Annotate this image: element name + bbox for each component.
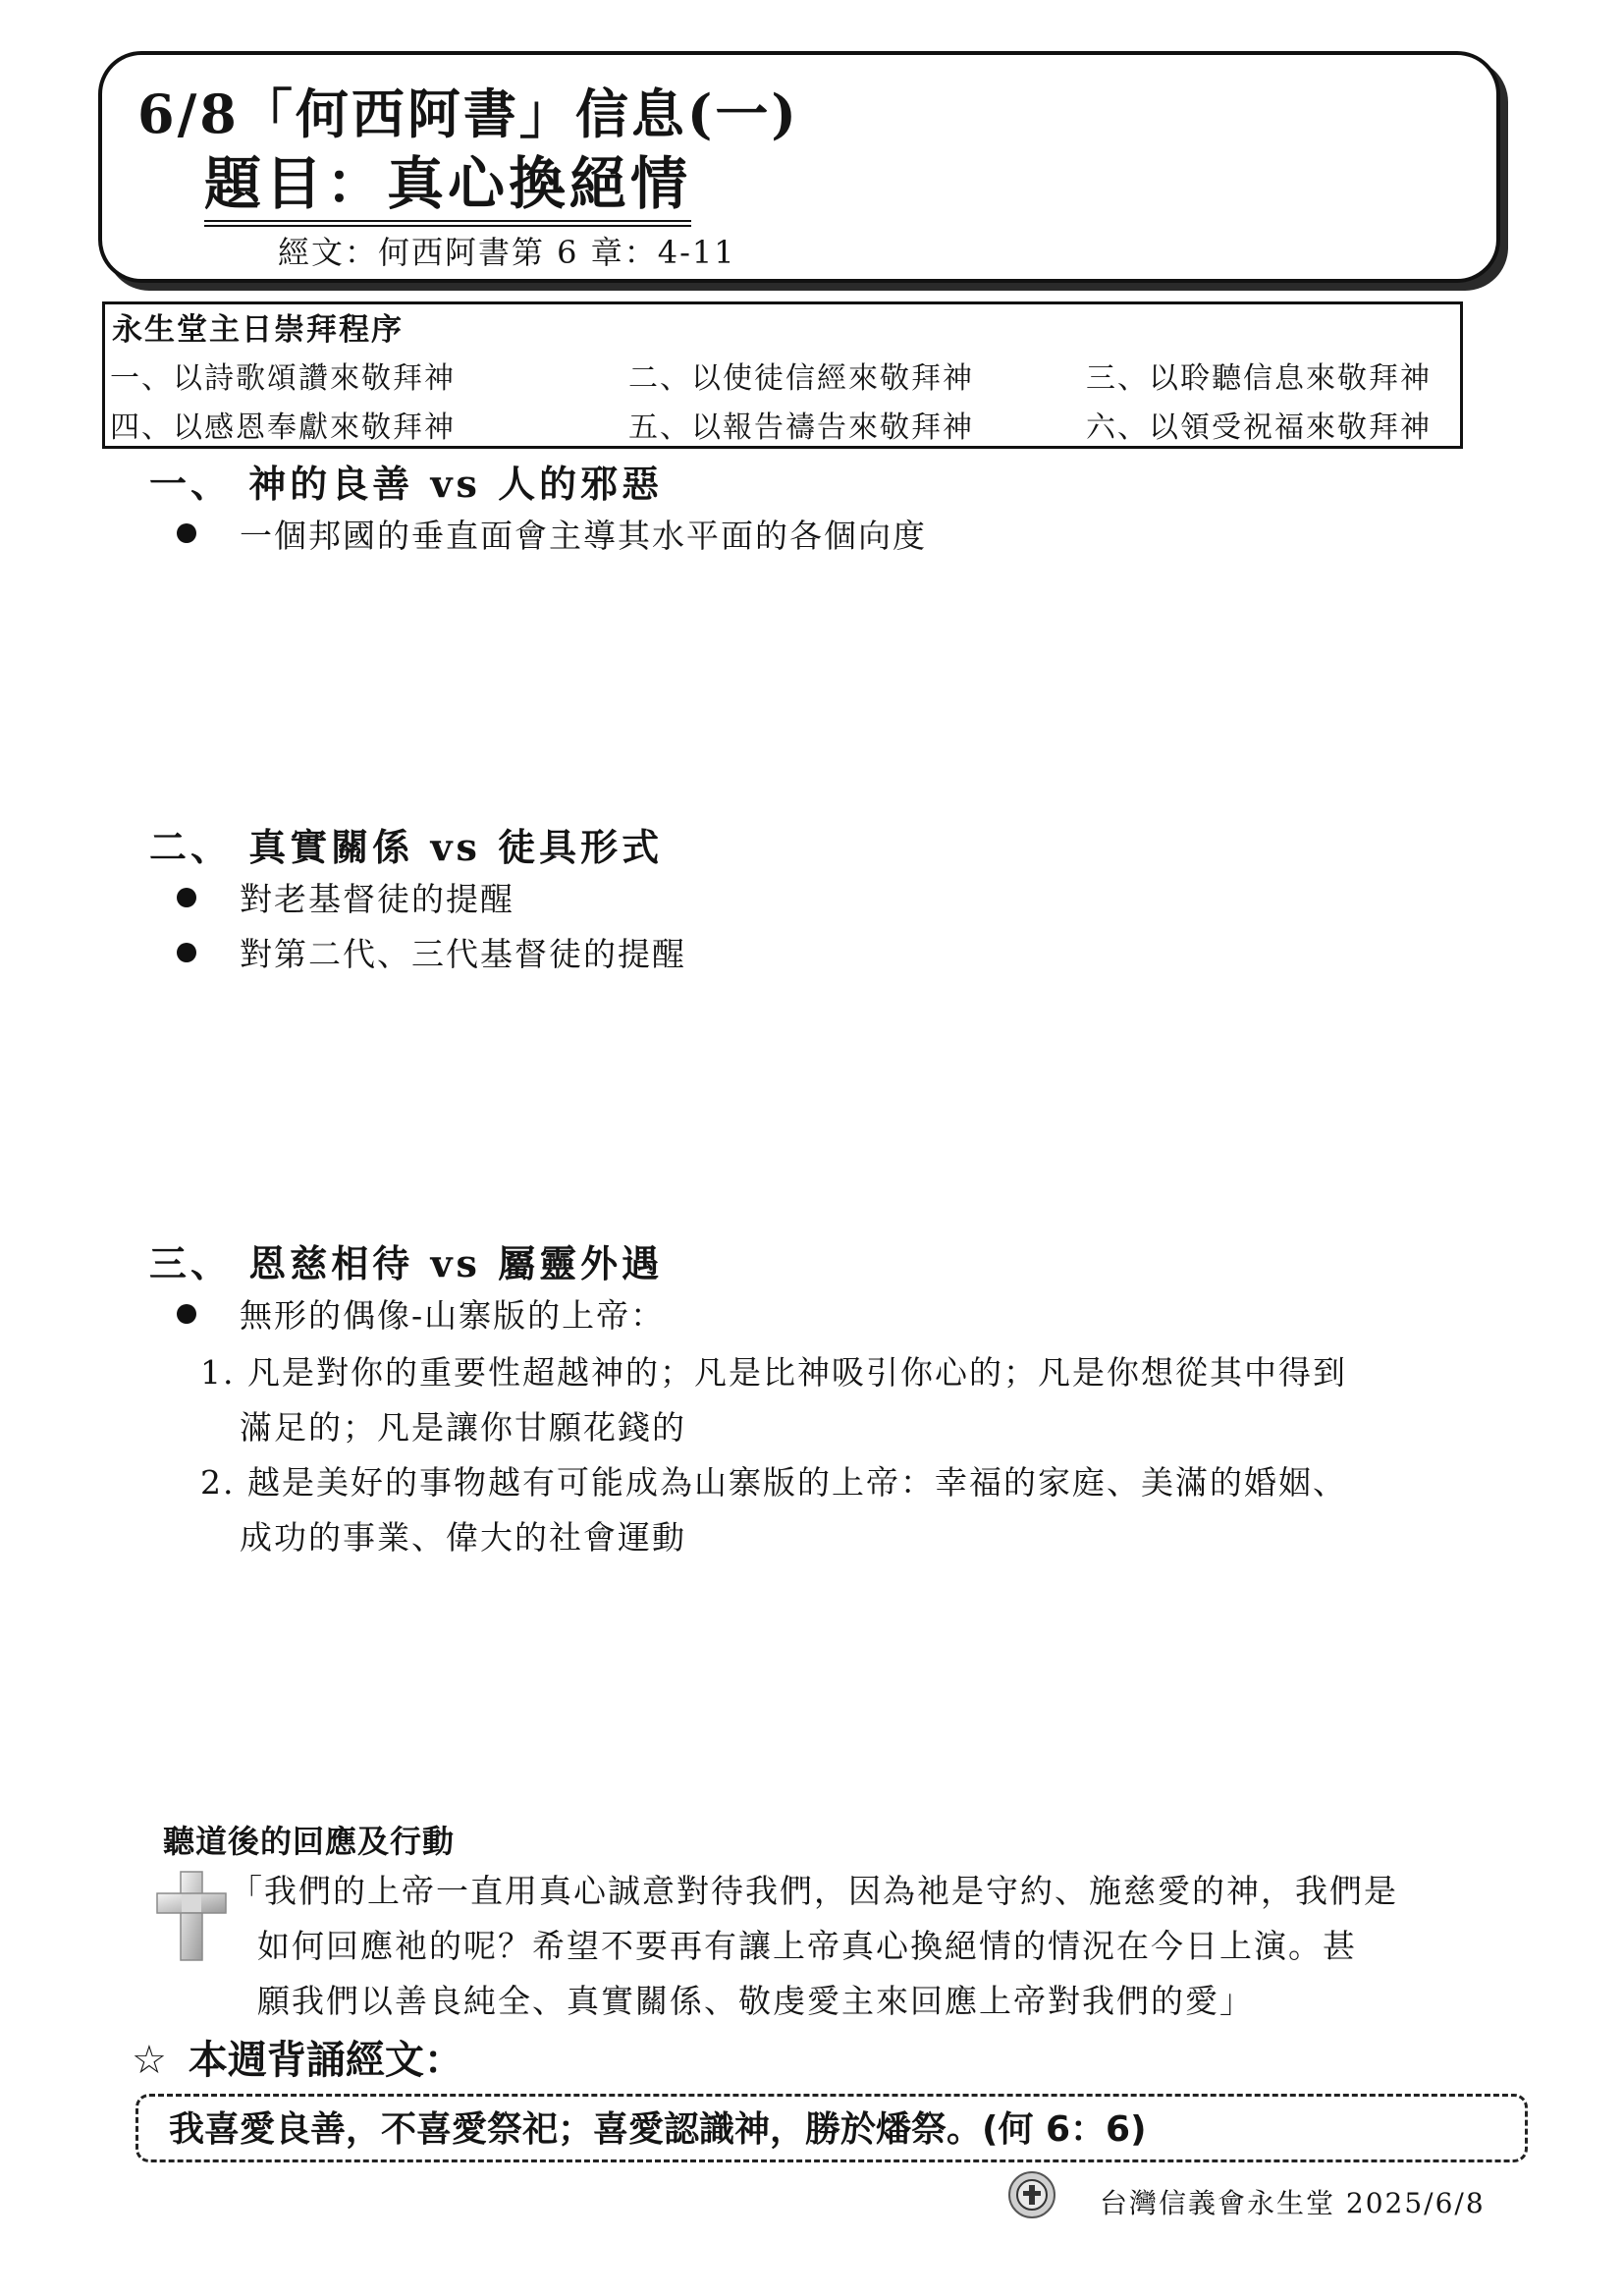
order-item: 二、以使徒信經來敬拜神 <box>628 361 974 396</box>
sermon-topic: 題目：真心換絕情 <box>204 153 691 227</box>
response-heading: 聽道後的回應及行動 <box>163 1823 456 1860</box>
cross-icon <box>155 1870 228 1962</box>
bullet-item: 對老基督徒的提醒 <box>240 880 514 918</box>
order-item: 六、以領受祝福來敬拜神 <box>1086 410 1432 445</box>
memory-verse-title: 本週背誦經文： <box>188 2038 463 2083</box>
bullet-item: 無形的偶像-山寨版的上帝： <box>240 1296 666 1335</box>
bullet-item: 對第二代、三代基督徒的提醒 <box>240 935 686 973</box>
section-heading: 三、 恩慈相待 vs 屬靈外遇 <box>149 1241 664 1285</box>
order-item: 四、以感恩奉獻來敬拜神 <box>110 410 456 445</box>
response-line: 如何回應祂的呢？希望不要再有讓上帝真心換絕情的情況在今日上演。甚 <box>257 1927 1357 1965</box>
star-icon: ☆ <box>132 2038 167 2083</box>
numbered-item-continued: 成功的事業、偉大的社會運動 <box>240 1518 686 1557</box>
numbered-item: 1. 凡是對你的重要性超越神的；凡是比神吸引你心的；凡是你想從其中得到 <box>200 1353 1347 1392</box>
numbered-item: 2. 越是美好的事物越有可能成為山寨版的上帝：幸福的家庭、美滿的婚姻、 <box>200 1463 1347 1502</box>
bullet-icon <box>177 943 196 962</box>
order-item: 一、以詩歌頌讚來敬拜神 <box>110 361 456 396</box>
bullet-icon <box>177 888 196 907</box>
bullet-icon <box>177 523 196 543</box>
response-line: 願我們以善良純全、真實關係、敬虔愛主來回應上帝對我們的愛」 <box>257 1982 1254 2020</box>
footer-church-date: 台灣信義會永生堂 2025/6/8 <box>1100 2187 1486 2219</box>
memory-verse-heading <box>132 2029 463 2085</box>
order-item: 五、以報告禱告來敬拜神 <box>628 410 974 445</box>
scripture-reference: 經文：何西阿書第 6 章：4-11 <box>278 234 736 271</box>
section-heading: 二、 真實關係 vs 徒具形式 <box>149 825 664 869</box>
response-line: 「我們的上帝一直用真心誠意對待我們，因為祂是守約、施慈愛的神，我們是 <box>230 1872 1398 1910</box>
church-seal-icon <box>1007 2170 1056 2219</box>
section-heading: 一、 神的良善 vs 人的邪惡 <box>149 462 664 506</box>
numbered-item-continued: 滿足的；凡是讓你甘願花錢的 <box>240 1408 686 1447</box>
order-item: 三、以聆聽信息來敬拜神 <box>1086 361 1432 396</box>
order-of-worship-title: 永生堂主日崇拜程序 <box>112 312 404 348</box>
memory-verse-text: 我喜愛良善，不喜愛祭祀；喜愛認識神，勝於燔祭。(何 6：6) <box>169 2109 1147 2150</box>
bullet-icon <box>177 1304 196 1324</box>
bullet-item: 一個邦國的垂直面會主導其水平面的各個向度 <box>240 517 927 555</box>
sermon-series-title: 6/8「何西阿書」信息(一) <box>137 82 799 145</box>
